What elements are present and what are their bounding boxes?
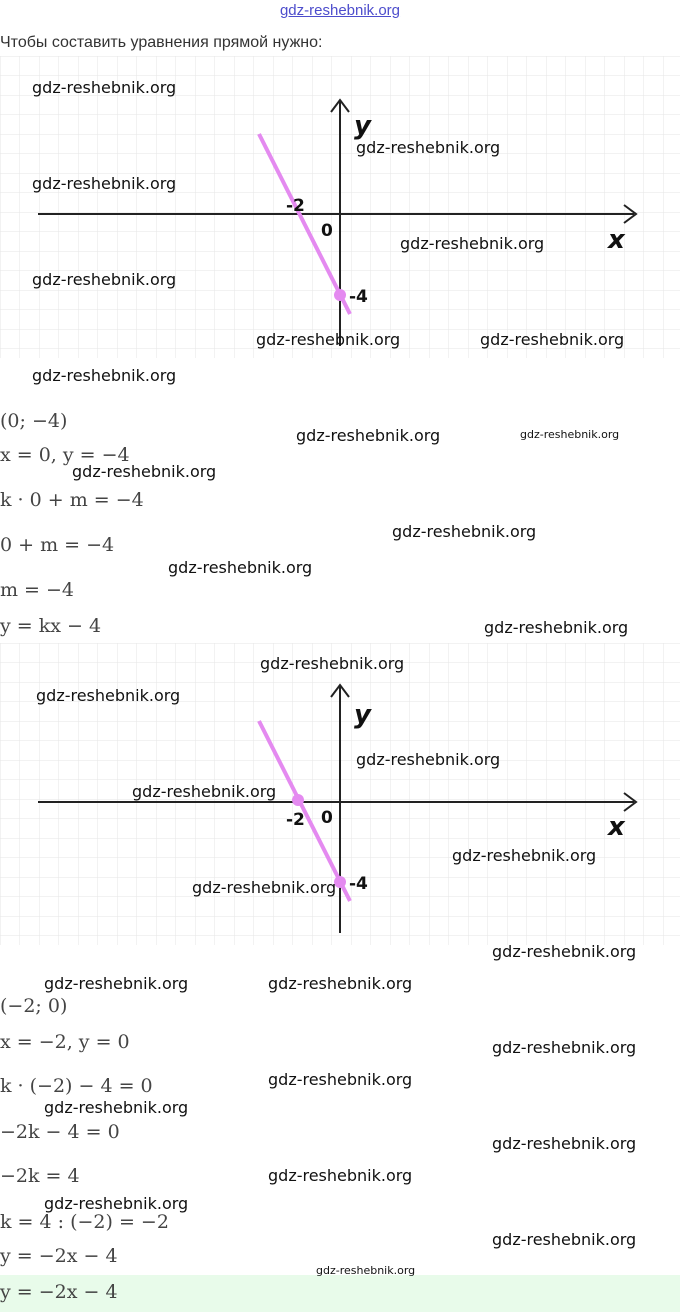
x-axis-label: x [608, 225, 625, 255]
watermark: gdz-reshebnik.org [192, 878, 337, 897]
watermark: gdz-reshebnik.org [356, 138, 501, 157]
watermark: gdz-reshebnik.org [268, 974, 413, 993]
watermark: gdz-reshebnik.org [392, 522, 537, 541]
watermark: gdz-reshebnik.org [260, 654, 405, 673]
watermark: gdz-reshebnik.org [72, 462, 217, 481]
step2-line-5: −2k = 4 [0, 1165, 80, 1187]
watermark: gdz-reshebnik.org [492, 1134, 637, 1153]
step1-line-5: m = −4 [0, 579, 75, 601]
intro-text: Чтобы составить уравнения прямой нужно: [0, 34, 323, 51]
watermark: gdz-reshebnik.org [492, 1038, 637, 1057]
point-0-neg4 [334, 289, 346, 301]
watermark: gdz-reshebnik.org [44, 974, 189, 993]
x-axis-label: x [608, 812, 625, 842]
tick-neg4: -4 [349, 874, 368, 894]
step2-line-6: k = 4 : (−2) = −2 [0, 1211, 169, 1233]
watermark: gdz-reshebnik.org [400, 234, 545, 253]
watermark: gdz-reshebnik.org [36, 686, 181, 705]
tick-neg2: -2 [286, 196, 305, 216]
watermark: gdz-reshebnik.org [44, 1194, 189, 1213]
watermark: gdz-reshebnik.org [356, 750, 501, 769]
watermark: gdz-reshebnik.org [492, 1230, 637, 1249]
step2-line-7: y = −2x − 4 [0, 1245, 118, 1267]
tick-neg2: -2 [286, 810, 305, 830]
watermark: gdz-reshebnik.org [32, 174, 177, 193]
step2-line-4: −2k − 4 = 0 [0, 1121, 120, 1143]
watermark: gdz-reshebnik.org [44, 1098, 189, 1117]
watermark: gdz-reshebnik.org [452, 846, 597, 865]
step1-line-6: y = kx − 4 [0, 615, 102, 637]
origin-label: 0 [321, 808, 333, 828]
step1-line-2: x = 0, y = −4 [0, 444, 130, 466]
watermark: gdz-reshebnik.org [520, 428, 620, 441]
watermark: gdz-reshebnik.org [268, 1070, 413, 1089]
header-site-link[interactable]: gdz-reshebnik.org [279, 2, 401, 19]
origin-label: 0 [321, 221, 333, 241]
watermark: gdz-reshebnik.org [32, 78, 177, 97]
watermark: gdz-reshebnik.org [256, 330, 401, 349]
step1-line-1: (0; −4) [0, 410, 68, 432]
y-axis-label: y [354, 111, 371, 141]
watermark: gdz-reshebnik.org [316, 1264, 416, 1277]
watermark: gdz-reshebnik.org [168, 558, 313, 577]
step2-line-2: x = −2, y = 0 [0, 1031, 130, 1053]
watermark: gdz-reshebnik.org [480, 330, 625, 349]
watermark: gdz-reshebnik.org [32, 366, 177, 385]
watermark: gdz-reshebnik.org [32, 270, 177, 289]
point-neg2-0 [292, 794, 304, 806]
watermark: gdz-reshebnik.org [132, 782, 277, 801]
step2-line-3: k · (−2) − 4 = 0 [0, 1075, 153, 1097]
step1-line-3: k · 0 + m = −4 [0, 489, 144, 511]
watermark: gdz-reshebnik.org [268, 1166, 413, 1185]
watermark: gdz-reshebnik.org [484, 618, 629, 637]
graph-1-svg [0, 56, 680, 358]
step1-line-4: 0 + m = −4 [0, 534, 115, 556]
y-axis-label: y [354, 700, 371, 730]
step2-line-1: (−2; 0) [0, 995, 68, 1017]
graph-1 [0, 56, 680, 358]
answer-line: y = −2x − 4 [0, 1281, 118, 1303]
watermark: gdz-reshebnik.org [296, 426, 441, 445]
watermark: gdz-reshebnik.org [492, 942, 637, 961]
tick-neg4: -4 [349, 287, 368, 307]
